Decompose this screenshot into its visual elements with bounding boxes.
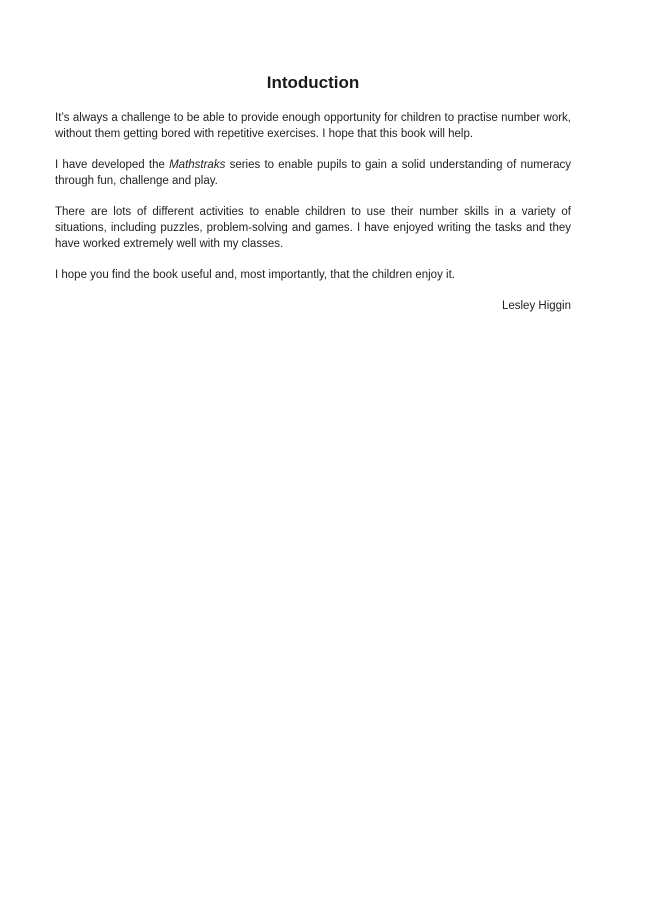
paragraph-3: There are lots of different activities to enable children to use their number skills in a variety of situations, including puzzles, problem-solving and games. I have enjoyed writing the tasks and they have worked extremely well with my classes. [55, 206, 571, 250]
paragraph-2-end: series to enable pupils to gain a solid understanding of numeracy through fun, challenge and play. [55, 159, 571, 187]
paragraph-2 [55, 157, 571, 189]
paragraph-2-start: I have developed the [55, 159, 170, 171]
author-signature: Lesley Higgin [501, 300, 571, 312]
page-title: Intoduction [266, 73, 360, 92]
page-content [55, 72, 571, 314]
series-name: Mathstraks [169, 159, 226, 171]
paragraph-1: It’s always a challenge to be able to provide enough opportunity for children to practise number work, without them getting bored with repetitive exercises. I hope that this book will help. [55, 112, 571, 140]
paragraph-4: I hope you find the book useful and, most importantly, that the children enjoy it. [55, 269, 455, 281]
